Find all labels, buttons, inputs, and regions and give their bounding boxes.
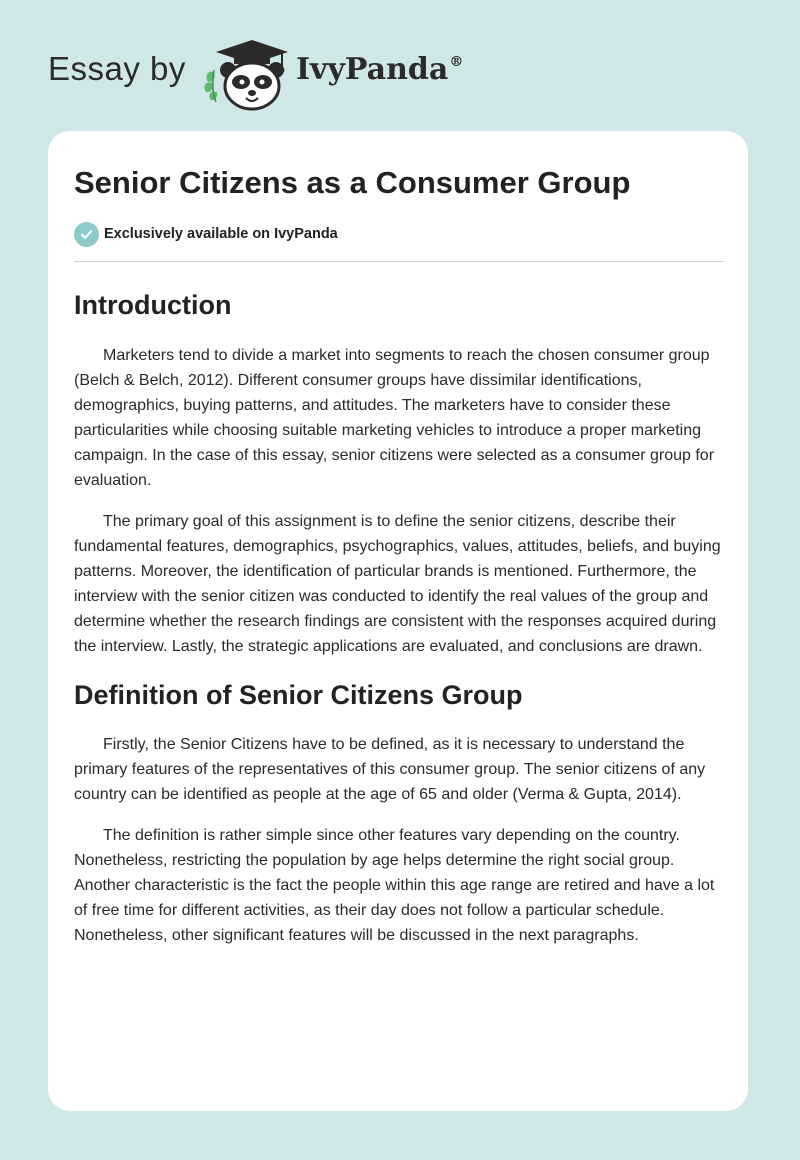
registered-mark: ®	[449, 54, 464, 70]
brand-name-text: IvyPanda	[296, 52, 449, 87]
paragraph: The primary goal of this assignment is to define the senior citizens, describe their fundamental features, demographics, psychographics, values, attitudes, beliefs, and buying patterns. Moreover, the identification of particular brands is mentioned. Furthermore, the interview with the senior citizen was conducted to identify the real values of the group and determine whether the research findings are consistent with the responses acquired during the interview. Lastly, the strategic applications are evaluated, and conclusions are drawn.	[74, 512, 721, 655]
section-heading-definition: Definition of Senior Citizens Group	[74, 679, 523, 710]
essay-body	[74, 279, 724, 948]
paragraph: Marketers tend to divide a market into segments to reach the chosen consumer group (Belch & Belch, 2012). Different consumer groups have dissimilar identifications, demographics, buying patterns, and attitudes. The marketers have to consider these particularities while choosing suitable marketing vehicles to introduce a proper marketing campaign. In the case of this essay, senior citizens were selected as a consumer group for evaluation.	[74, 346, 715, 489]
brand-name	[296, 52, 463, 87]
paragraph: The definition is rather simple since other features vary depending on the country. Nonetheless, restricting the population by age helps determine the right social group. Another characteristic is the fact the people within this age range are retired and have a lot of free time for different activities, as their day does not follow a particular schedule. Nonetheless, other significant features will be discussed in the next paragraphs.	[74, 827, 715, 944]
essay-card	[48, 131, 748, 1111]
title-divider	[74, 261, 724, 262]
exclusive-badge-text: Exclusively available on IvyPanda	[104, 226, 338, 242]
check-circle-icon	[74, 222, 99, 247]
panda-logo-icon	[202, 36, 292, 112]
brand-prefix: Essay by	[48, 50, 186, 87]
paragraph: Firstly, the Senior Citizens have to be defined, as it is necessary to understand the primary features of the representatives of this consumer group. The senior citizens of any country can be identified as people at the age of 65 and older (Verma & Gupta, 2014).	[74, 736, 706, 803]
section-heading-introduction: Introduction	[74, 290, 232, 320]
brand-header[interactable]	[48, 36, 508, 116]
essay-title: Senior Citizens as a Consumer Group	[74, 165, 631, 200]
exclusive-badge	[74, 221, 338, 247]
